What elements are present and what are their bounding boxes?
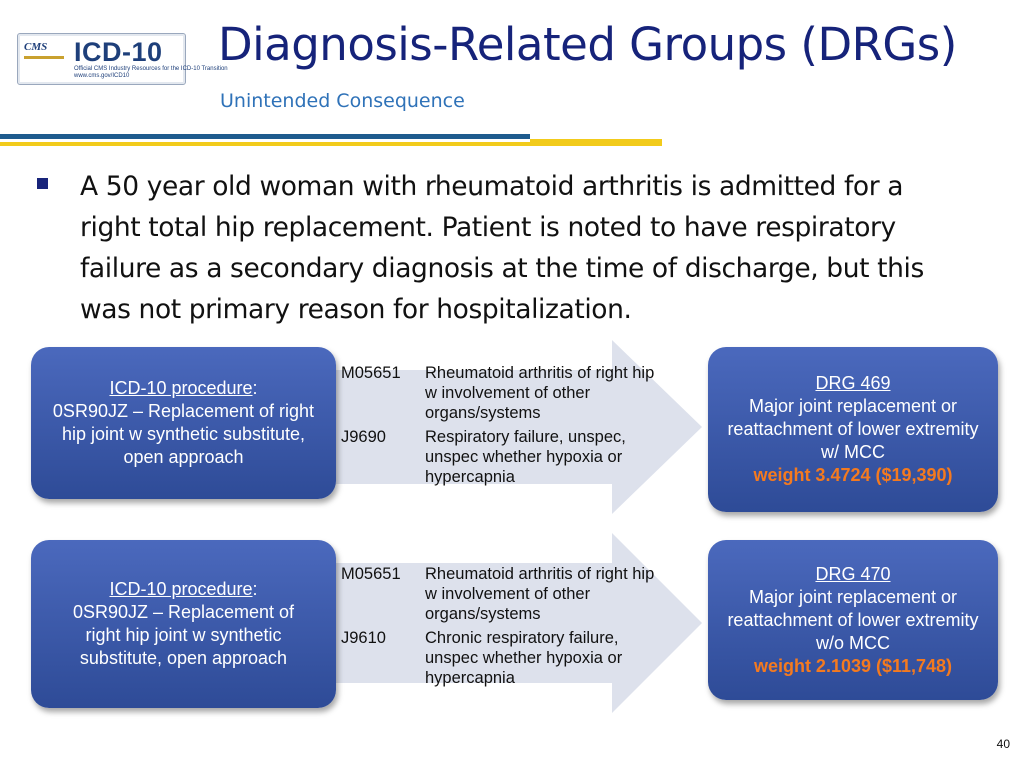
- drg-box-1: [708, 347, 998, 512]
- procedure-text-2: 0SR90JZ – Replacement of right hip joint w synthetic substitute, open approach: [72, 602, 295, 668]
- diagnosis-description: Respiratory failure, unspec, unspec whether hypoxia or hypercapnia: [425, 428, 626, 486]
- code-row: [341, 628, 655, 688]
- diagnosis-code: M05651: [341, 565, 401, 583]
- diagnosis-description: Rheumatoid arthritis of right hip w involvement of other organs/systems: [425, 565, 655, 623]
- procedure-box-2: [31, 540, 336, 708]
- bullet-square-icon: [37, 178, 48, 189]
- case-description: A 50 year old woman with rheumatoid arthritis is admitted for a right total hip replacement. Patient is noted to have respiratory failure as a secondary diagnosis at the time of discharge, but this was not primary reason for hospitalization.: [80, 171, 924, 325]
- logo-icd10-text: ICD-10: [74, 37, 163, 67]
- procedure-label-2: ICD-10 procedure: [109, 579, 253, 599]
- procedure-text-1: 0SR90JZ – Replacement of right hip joint w synthetic substitute, open approach: [52, 401, 315, 467]
- procedure-label-1: ICD-10 procedure: [109, 378, 253, 398]
- page-number: 40: [996, 737, 1010, 751]
- procedure-heading-2: [31, 578, 336, 601]
- code-row: [341, 427, 655, 487]
- drg-label-1: DRG 469: [815, 373, 891, 393]
- diagnosis-description: Chronic respiratory failure, unspec whether hypoxia or hypercapnia: [425, 629, 623, 687]
- drg-description-2: Major joint replacement or reattachment of lower extremity w/o MCC: [727, 586, 979, 653]
- procedure-colon-2: :: [252, 579, 258, 599]
- logo-tagline: [74, 66, 228, 80]
- diagnosis-codes-1: [341, 363, 655, 487]
- diagnosis-code: J9690: [341, 428, 386, 446]
- diagnosis-code: J9610: [341, 629, 386, 647]
- logo-accent-bar: [24, 56, 64, 59]
- slide-subtitle: Unintended Consequence: [220, 90, 465, 112]
- drg-description-1: Major joint replacement or reattachment of lower extremity w/ MCC: [727, 396, 979, 462]
- logo-tagline-line1: Official CMS Industry Resources for the ICD-10 Transition: [74, 66, 228, 72]
- slide-title: Diagnosis-Related Groups (DRGs): [218, 18, 957, 71]
- procedure-heading-1: [31, 377, 336, 400]
- header-rule-blue: [0, 134, 530, 139]
- logo-cms-text: CMS: [24, 41, 48, 53]
- code-row: [341, 564, 655, 624]
- drg-label-2: DRG 470: [815, 563, 891, 584]
- drg-box-2: [708, 540, 998, 700]
- drg-weight-1: weight 3.4724 ($19,390): [753, 465, 953, 485]
- procedure-colon-1: :: [252, 378, 258, 398]
- procedure-box-1: [31, 347, 336, 499]
- logo-tagline-line2: www.cms.gov/ICD10: [74, 73, 130, 79]
- code-row: [341, 363, 655, 423]
- diagnosis-code: M05651: [341, 364, 401, 382]
- diagnosis-codes-2: [341, 564, 655, 688]
- cms-icd10-logo: [17, 33, 228, 85]
- header-rule-gold: [0, 142, 662, 146]
- drg-weight-2: weight 2.1039 ($11,748): [753, 655, 953, 676]
- diagnosis-description: Rheumatoid arthritis of right hip w involvement of other organs/systems: [425, 364, 655, 422]
